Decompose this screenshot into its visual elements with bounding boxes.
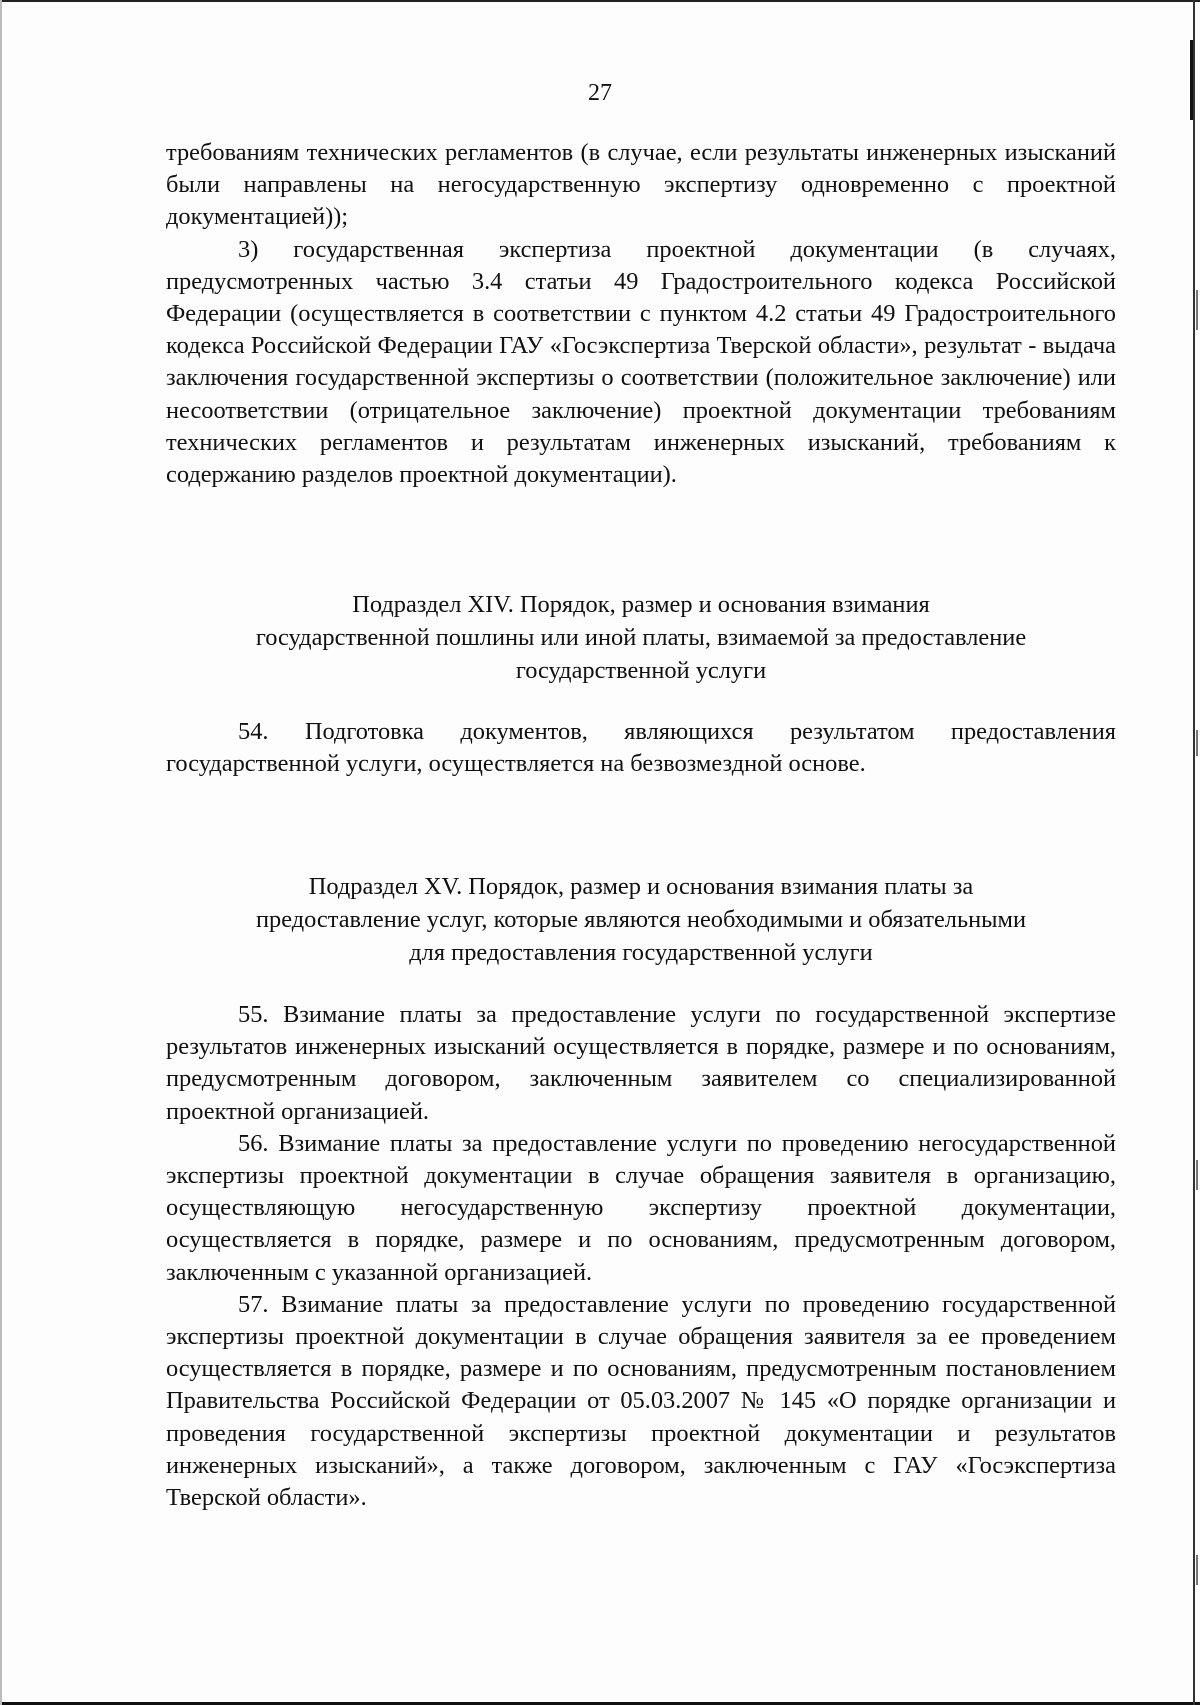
heading-line: для предоставления государственной услуги [409,939,873,966]
scan-speck [1196,730,1198,756]
scan-speck [1196,290,1198,330]
heading-line: Подраздел XIV. Порядок, размер и основания взимания [352,591,930,618]
paragraph-clause-57: 57. Взимание платы за предоставление услуги по проведению государственной экспертизы проектной документации в случае обращения заявителя за ее проведением осуществляется в порядке, размере и по основаниям, предусмотренным постановлением Правительства Российской Федерации от 05.03.2007 № 145 «О порядке организации и проведения государственной экспертизы проектной документации и результатов инженерных изысканий», а также договором, заключенным с ГАУ «Госэкспертиза Тверской области». [166,1290,1116,1512]
scan-edge-right [1193,0,1195,1705]
heading-line: предоставление услуг, которые являются необходимыми и обязательными [255,906,1027,933]
scan-speck [1196,1555,1198,1585]
scan-edge-left [0,0,2,1705]
page-number: 27 [588,80,612,106]
paragraph-clause-56: 56. Взимание платы за предоставление услуги по проведению негосударственной экспертизы проектной документации в случае обращения заявителя в организацию, осуществляющую негосударственную экспертизу проектной документации, осуществляется в порядке, размере и по основаниям, предусмотренным договором, заключенным с указанной организацией. [166,1129,1116,1286]
heading-line: государственной услуги [515,657,767,684]
paragraph-item-3: 3) государственная экспертиза проектной документации (в случаях, предусмотренных частью 3.4 статьи 49 Градостроительного кодекса Российской Федерации (осуществляется в соответствии с пунктом 4.2 статьи 49 Градостроительного кодекса Российской Федерации ГАУ «Госэкспертиза Тверской области», результат - выдача заключения государственной экспертизы о соответствии (положительное заключение) или несоответствии (отрицательное заключение) проектной документации требованиям технических регламентов и результатам инженерных изысканий, требованиям к содержанию разделов проектной документации). [166,235,1116,489]
paragraph-clause-55: 55. Взимание платы за предоставление услуги по государственной экспертизе результатов инженерных изысканий осуществляется в порядке, размере и по основаниям, предусмотренным договором, заключенным заявителем со специализированной проектной организацией. [166,1001,1116,1125]
subsection-heading-14 [166,588,1116,687]
text-block-1 [166,137,1116,491]
text-block-clause-54 [166,716,1116,780]
text-block-clauses-55-57 [166,999,1116,1514]
paragraph-clause-54: 54. Подготовка документов, являющихся результатом предоставления государственной услуги, осуществляется на безвозмездной основе. [166,718,1116,778]
paragraph-continuation: требованиям технических регламентов (в случае, если результаты инженерных изысканий были направлены на негосударственную экспертизу одновременно с проектной документацией)); [166,139,1116,231]
scan-edge-top [0,0,1200,2]
heading-line: Подраздел XV. Порядок, размер и основания взимания платы за [308,873,974,900]
scan-speck [1196,1160,1198,1190]
heading-line: государственной пошлины или иной платы, взимаемой за предоставление [255,624,1027,651]
subsection-heading-15 [166,870,1116,969]
